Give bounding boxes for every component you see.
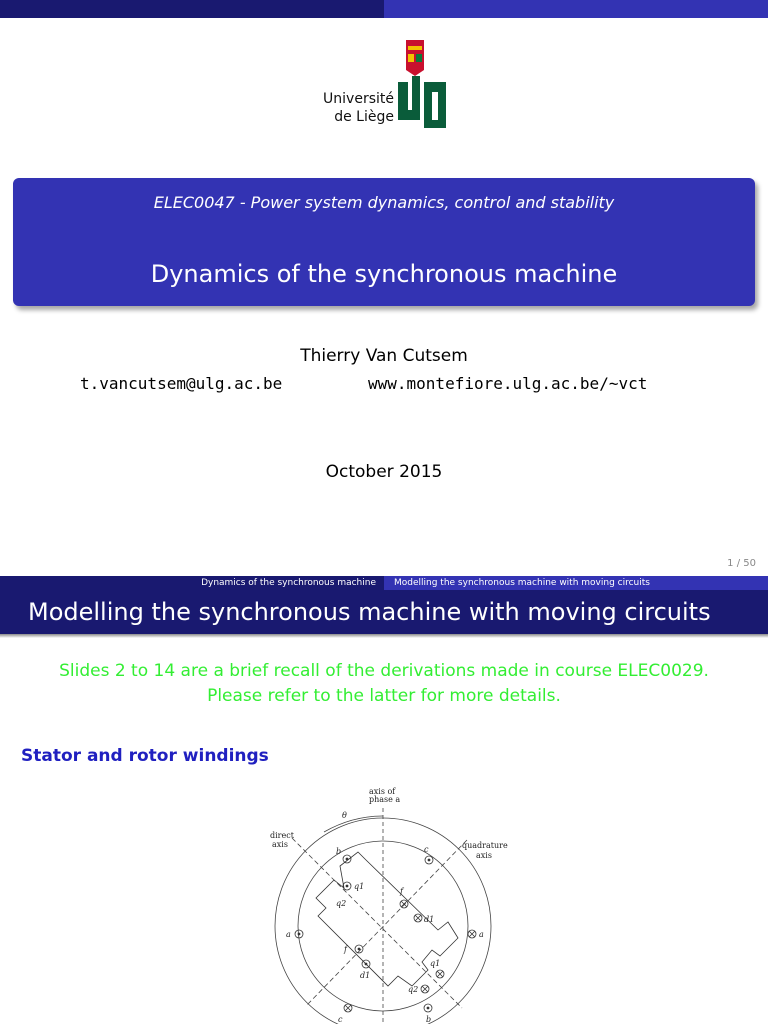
winding-q1-bottom: q1 [430, 959, 441, 968]
axis-a-label-1: axis of [369, 787, 396, 796]
direct-axis [292, 838, 462, 1008]
winding-c-bottom: c [338, 1015, 343, 1024]
page-number: 1 / 50 [727, 558, 756, 569]
winding-f-bottom: f [344, 945, 347, 954]
direct-axis-label-2: axis [272, 840, 288, 849]
theta-label: θ [342, 811, 347, 820]
winding-c-top: c [424, 845, 429, 854]
author-name: Thierry Van Cutsem [300, 346, 468, 366]
quadrature-axis-label-1: quadrature [462, 841, 508, 850]
university-name-line1: Université [323, 91, 394, 107]
presentation-date: October 2015 [325, 462, 443, 482]
title-block [13, 178, 755, 306]
winding-q1-top: q1 [354, 882, 365, 891]
winding-a-left: a [286, 930, 291, 939]
winding-d1-bottom: d1 [360, 971, 371, 980]
quadrature-axis-label-2: axis [476, 851, 492, 860]
axis-a-label-2: phase a [369, 795, 401, 804]
winding-q2-bottom: q2 [408, 985, 419, 994]
top-header-bar [0, 0, 768, 18]
quadrature-axis [307, 840, 467, 1005]
direct-axis-label-1: direct [270, 831, 294, 840]
winding-f-top: f [400, 887, 403, 896]
university-logo [320, 38, 450, 130]
author-email[interactable]: t.vancutsem@ulg.ac.be [80, 374, 283, 393]
note-line-2: Please refer to the latter for more details. [207, 686, 561, 706]
university-name [320, 90, 394, 126]
stator-rotor-diagram [262, 780, 508, 1024]
university-name-line2: de Liège [334, 109, 394, 125]
winding-q2-top: q2 [336, 899, 347, 908]
frame-title: Modelling the synchronous machine with moving circuits [0, 590, 768, 634]
top-bar-right [384, 0, 768, 18]
note-line-1: Slides 2 to 14 are a brief recall of the derivations made in course ELEC0029. [59, 661, 709, 681]
content-slide [0, 576, 768, 1024]
author-website[interactable]: www.montefiore.ulg.ac.be/~vct [368, 374, 648, 393]
winding-b-bottom: b [426, 1015, 432, 1024]
course-subtitle: ELEC0047 - Power system dynamics, control and stability [153, 193, 615, 212]
block-title: Stator and rotor windings [21, 746, 269, 766]
top-bar-left [0, 0, 384, 18]
winding-a-right: a [479, 930, 484, 939]
nav-section-right[interactable]: Modelling the synchronous machine with moving circuits [384, 576, 768, 590]
nav-section-left[interactable]: Dynamics of the synchronous machine [0, 576, 384, 590]
winding-d1-top: d1 [424, 915, 435, 924]
presentation-title: Dynamics of the synchronous machine [150, 260, 618, 288]
frame-title-shadow [0, 634, 768, 638]
navigation-bar [0, 576, 768, 590]
winding-b-top: b [336, 847, 342, 856]
university-crest-icon [398, 38, 450, 130]
